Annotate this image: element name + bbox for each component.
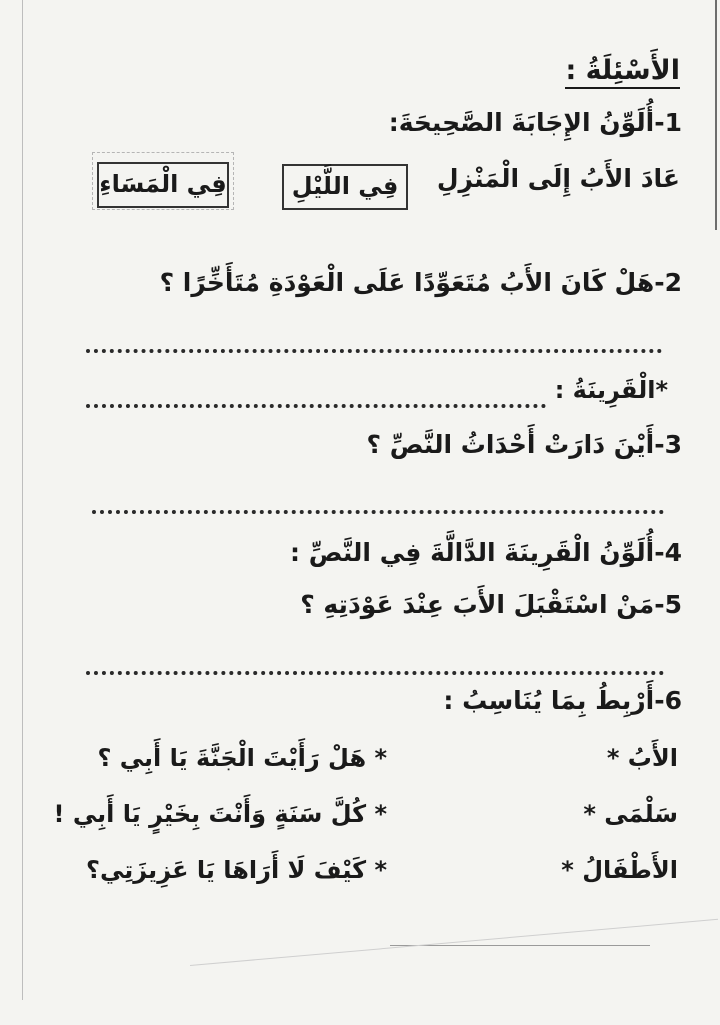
match-left-item[interactable]: سَلْمَى * [583, 800, 678, 828]
question-3-prompt: 3-أَيْنَ دَارَتْ أَحْدَاثُ النَّصِّ ؟ [366, 430, 682, 459]
answer-option-night[interactable]: فِي اللَّيْلِ [282, 164, 408, 210]
clue-label: *الْقَرِينَةُ : [554, 376, 668, 404]
question-1-prompt: 1-أُلَوِّنُ الإِجَابَةَ الصَّحِيحَةَ: [388, 108, 682, 137]
answer-line[interactable] [86, 671, 664, 675]
worksheet-title [565, 55, 680, 86]
paper-edge [715, 0, 717, 230]
answer-line[interactable] [86, 404, 546, 408]
match-left-item[interactable]: الأَطْفَالُ * [561, 856, 678, 884]
answer-line[interactable] [92, 510, 664, 514]
question-4-prompt: 4-أُلَوِّنُ الْقَرِينَةَ الدَّالَّةَ فِي النَّصِّ : [290, 538, 682, 567]
worksheet-title-text: الأَسْئِلَةُ : [565, 55, 680, 89]
question-5-prompt: 5-مَنْ اسْتَقْبَلَ الأَبَ عِنْدَ عَوْدَتِهِ ؟ [300, 590, 682, 619]
match-left-item[interactable]: الأَبُ * [606, 744, 678, 772]
question-1-sentence: عَادَ الأَبُ إِلَى الْمَنْزِلِ [436, 164, 680, 193]
match-right-item[interactable]: * كُلَّ سَنَةٍ وَأَنْتَ بِخَيْرٍ يَا أَبِي ! [53, 800, 387, 828]
question-6-prompt: 6-أَرْبِطُ بِمَا يُنَاسِبُ : [443, 686, 682, 715]
scan-artifact-line [190, 919, 718, 966]
scan-artifact-line [390, 945, 650, 946]
answer-line[interactable] [86, 349, 662, 353]
match-right-item[interactable]: * كَيْفَ لَا أَرَاهَا يَا عَزِيزَتِي؟ [86, 856, 387, 884]
question-2-prompt: 2-هَلْ كَانَ الأَبُ مُتَعَوِّدًا عَلَى الْعَوْدَةِ مُتَأَخِّرًا ؟ [159, 268, 682, 297]
answer-option-evening[interactable]: فِي الْمَسَاءِ [97, 162, 229, 208]
match-right-item[interactable]: * هَلْ رَأَيْتَ الْجَنَّةَ يَا أَبِي ؟ [97, 744, 387, 772]
paper-edge [22, 0, 23, 1000]
